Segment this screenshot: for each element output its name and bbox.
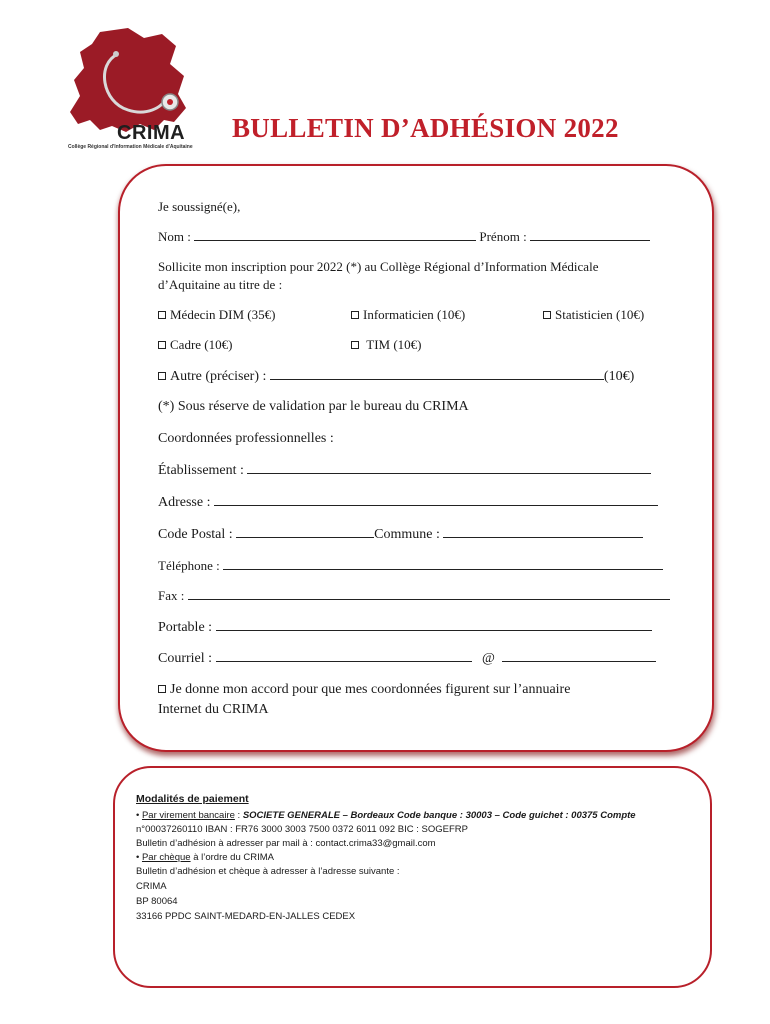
reserve-note: (*) Sous réserve de validation par le bureau du CRIMA — [158, 399, 469, 414]
nom-prenom-row — [158, 229, 650, 245]
coord-title: Coordonnées professionnelles : — [158, 431, 334, 446]
etablissement-field[interactable] — [247, 462, 651, 474]
adresse-row — [158, 494, 658, 511]
autre-price: (10€) — [603, 369, 635, 384]
nom-field[interactable] — [194, 229, 476, 241]
address-line-2: BP 80064 — [136, 896, 178, 907]
telephone-label: Téléphone : — [158, 558, 220, 573]
nom-label: Nom : — [158, 229, 191, 244]
code-postal-label: Code Postal : — [158, 527, 233, 542]
prenom-label: Prénom : — [479, 229, 527, 244]
portable-label: Portable : — [158, 620, 213, 635]
address-line-1: CRIMA — [136, 881, 167, 892]
checkbox-icon[interactable] — [543, 311, 551, 319]
at-sign: @ — [482, 651, 495, 666]
checkbox-icon[interactable] — [158, 311, 166, 319]
option-cadre[interactable]: Cadre (10€) — [158, 337, 232, 353]
courriel-user-field[interactable] — [216, 650, 472, 662]
cheque-line-2: Bulletin d’adhésion et chèque à adresser à l’adresse suivante : — [136, 866, 400, 877]
etablissement-row — [158, 462, 651, 479]
payment-title: Modalités de paiement — [136, 793, 249, 805]
option-statisticien[interactable]: Statisticien (10€) — [543, 307, 644, 323]
checkbox-icon[interactable] — [158, 685, 166, 693]
address-line-3: 33166 PPDC SAINT-MEDARD-EN-JALLES CEDEX — [136, 911, 356, 922]
portable-row — [158, 619, 652, 636]
mail-line: Bulletin d’adhésion à adresser par mail à : contact.crima33@gmail.com — [136, 838, 436, 849]
cheque-rest: à l’ordre du CRIMA — [193, 852, 274, 863]
prenom-field[interactable] — [530, 229, 650, 241]
intro-text: Je soussigné(e), — [158, 199, 241, 214]
accord-checkbox-row[interactable]: Je donne mon accord pour que mes coordonnées figurent sur l’annuaire — [158, 682, 570, 698]
virement-line: • Par virement bancaire : SOCIETE GENERALE – Bordeaux Code banque : 30003 – Code guichet : 00375 Compte — [136, 810, 636, 821]
virement-details-2: n°00037260110 IBAN : FR76 3000 3003 7500 0372 6011 092 BIC : SOGEFRP — [136, 824, 468, 835]
portable-field[interactable] — [216, 619, 652, 631]
checkbox-icon[interactable] — [351, 341, 359, 349]
commune-field[interactable] — [443, 526, 643, 538]
cheque-line: • Par chèque à l’ordre du CRIMA — [136, 852, 274, 863]
checkbox-icon[interactable] — [351, 311, 359, 319]
checkbox-icon[interactable] — [158, 341, 166, 349]
adresse-label: Adresse : — [158, 495, 211, 510]
commune-label: Commune : — [374, 527, 440, 542]
option-autre[interactable]: Autre (préciser) : (10€) — [158, 368, 634, 385]
page-title: BULLETIN D’ADHÉSION 2022 — [232, 113, 619, 143]
option-tim[interactable]: TIM (10€) — [351, 337, 422, 353]
sollicite-text-1: Sollicite mon inscription pour 2022 (*) au Collège Régional d’Information Médicale — [158, 259, 599, 274]
telephone-field[interactable] — [223, 558, 663, 570]
fax-label: Fax : — [158, 588, 185, 603]
accord-text-2: Internet du CRIMA — [158, 702, 269, 717]
virement-label: Par virement bancaire — [141, 810, 235, 821]
courriel-label: Courriel : — [158, 651, 213, 666]
logo-name: CRIMA — [117, 122, 186, 144]
fax-row — [158, 588, 670, 604]
telephone-row — [158, 558, 663, 574]
courriel-row — [158, 650, 656, 667]
courriel-domain-field[interactable] — [502, 650, 656, 662]
checkbox-icon[interactable] — [158, 372, 166, 380]
adresse-field[interactable] — [214, 494, 658, 506]
sollicite-text-2: d’Aquitaine au titre de : — [158, 277, 283, 292]
fax-field[interactable] — [188, 588, 670, 600]
autre-field[interactable] — [270, 368, 604, 380]
etablissement-label: Établissement : — [158, 463, 244, 478]
code-postal-row — [158, 526, 643, 543]
option-informaticien[interactable]: Informaticien (10€) — [351, 307, 465, 323]
option-medecin[interactable]: Médecin DIM (35€) — [158, 307, 275, 323]
cheque-label: Par chèque — [141, 852, 191, 863]
virement-details-1: SOCIETE GENERALE – Bordeaux Code banque : 30003 – Code guichet : 00375 Compte — [242, 810, 636, 821]
logo-subtitle: Collège Régional d'Information Médicale d'Aquitaine — [68, 144, 193, 150]
code-postal-field[interactable] — [236, 526, 374, 538]
